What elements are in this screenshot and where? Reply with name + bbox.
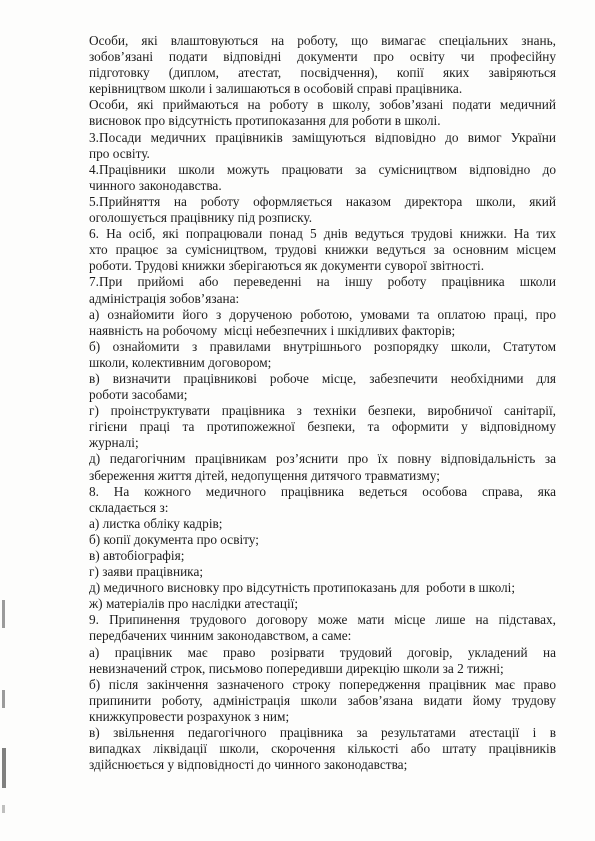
text-line: підготовку (диплом, атестат, посвідчення), копії яких завіряються — [89, 65, 556, 81]
text-line: оголошується працівнику під розписку. — [89, 210, 313, 226]
text-line: а) працівник має право розірвати трудовий договір, укладений на — [89, 644, 556, 660]
text-line: 7.При прийомі або переведенні на іншу роботу працівника школи — [89, 274, 556, 290]
text-line: а) листка обліку кадрів; — [89, 515, 223, 531]
text-line: роботи засобами; — [89, 387, 188, 403]
text-line: 9. Припинення трудового договору може мати місце лише на підставах, — [89, 612, 556, 628]
text-line: невизначений строк, письмово попередивши дирекцію школи за 2 тижні; — [89, 660, 504, 676]
text-line: керівництвом школи і залишаються в особовій справі працівника. — [89, 81, 463, 97]
text-line: роботи. Трудові книжки зберігаються як документи суворої звітності. — [89, 258, 485, 274]
text-line: передбачених чинним законодавством, а саме: — [89, 628, 352, 644]
scan-artifact-mark — [2, 600, 5, 628]
text-line: книжкупровести розрахунок з ним; — [89, 708, 290, 724]
document-body — [89, 33, 556, 773]
text-line: збереження життя дітей, недопущення дитячого травматизму; — [89, 467, 440, 483]
text-line: Особи, які приймаються на роботу в школу, зобов’язані подати медичний — [89, 97, 556, 113]
text-line: 8. На кожного медичного працівника ведеться особова справа, яка — [89, 483, 556, 499]
text-line: 6. На осіб, які попрацювали понад 5 днів ведуться трудові книжки. На тих — [89, 226, 556, 242]
text-line: чинного законодавства. — [89, 177, 222, 193]
text-line: г) проінструктувати працівника з техніки безпеки, виробничої санітарії, — [89, 403, 556, 419]
text-line: 3.Посади медичних працівників заміщуються відповідно до вимог України — [89, 129, 556, 145]
text-line: хто працює за сумісництвом, трудові книжки ведуться за основним місцем — [89, 242, 556, 258]
text-line: висновок про відсутність протипоказання для роботи в школі. — [89, 113, 441, 129]
text-line: в) звільнення педагогічного працівника за результатами атестації і в — [89, 725, 556, 741]
text-line: в) автобіографія; — [89, 548, 185, 563]
text-line: школи, колективним договором; — [89, 354, 272, 370]
text-line: ж) матеріалів про наслідки атестації; — [89, 596, 299, 612]
text-line: б) копії документа про освіту; — [89, 531, 259, 547]
text-line: про освіту. — [89, 145, 150, 161]
text-line: д) медичного висновку про відсутність протипоказань для роботи в школі; — [89, 580, 516, 596]
text-line: в) визначити працівникові робоче місце, забезпечити необхідними для — [89, 370, 556, 386]
text-line: б) ознайомити з правилами внутрішнього розпорядку школи, Статутом — [89, 338, 556, 354]
text-line: д) педагогічним працівникам роз’яснити про їх повну відповідальність за — [89, 451, 556, 467]
text-line: гігієни праці та протипожежної безпеки, та оформити у відповідному — [89, 419, 556, 435]
text-line: а) ознайомити його з дорученою роботою, умовами та оплатою праці, про — [89, 306, 556, 322]
text-line: зобов’язані подати відповідні документи про освіту чи професійну — [89, 49, 556, 65]
text-line: 4.Працівники школи можуть працювати за сумісництвом відповідно до — [89, 161, 556, 177]
scan-artifact-mark — [2, 690, 5, 708]
text-line: випадках ліквідації школи, скорочення кількості або штату працівників — [89, 741, 556, 757]
text-line: складається з: — [89, 499, 169, 515]
text-line: наявність на робочому місці небезпечних і шкідливих факторів; — [89, 322, 456, 338]
scan-artifact-mark — [2, 805, 5, 813]
text-line: здійснюється у відповідності до чинного законодавства; — [89, 757, 408, 773]
scan-artifact-mark — [2, 748, 6, 788]
text-line: припинити роботу, адміністрація школи забов’язана видати йому трудову — [89, 692, 556, 708]
text-line: 5.Прийняття на роботу оформляється наказом директора школи, який — [89, 193, 556, 209]
text-line: г) заяви працівника; — [89, 564, 204, 580]
text-line: б) після закінчення зазначеного строку попередження працівник має право — [89, 676, 556, 692]
text-line: журналі; — [89, 435, 139, 451]
text-line: Особи, які влаштовуються на роботу, що вимагає спеціальних знань, — [89, 33, 556, 48]
text-line: адміністрація зобов’язана: — [89, 290, 240, 306]
